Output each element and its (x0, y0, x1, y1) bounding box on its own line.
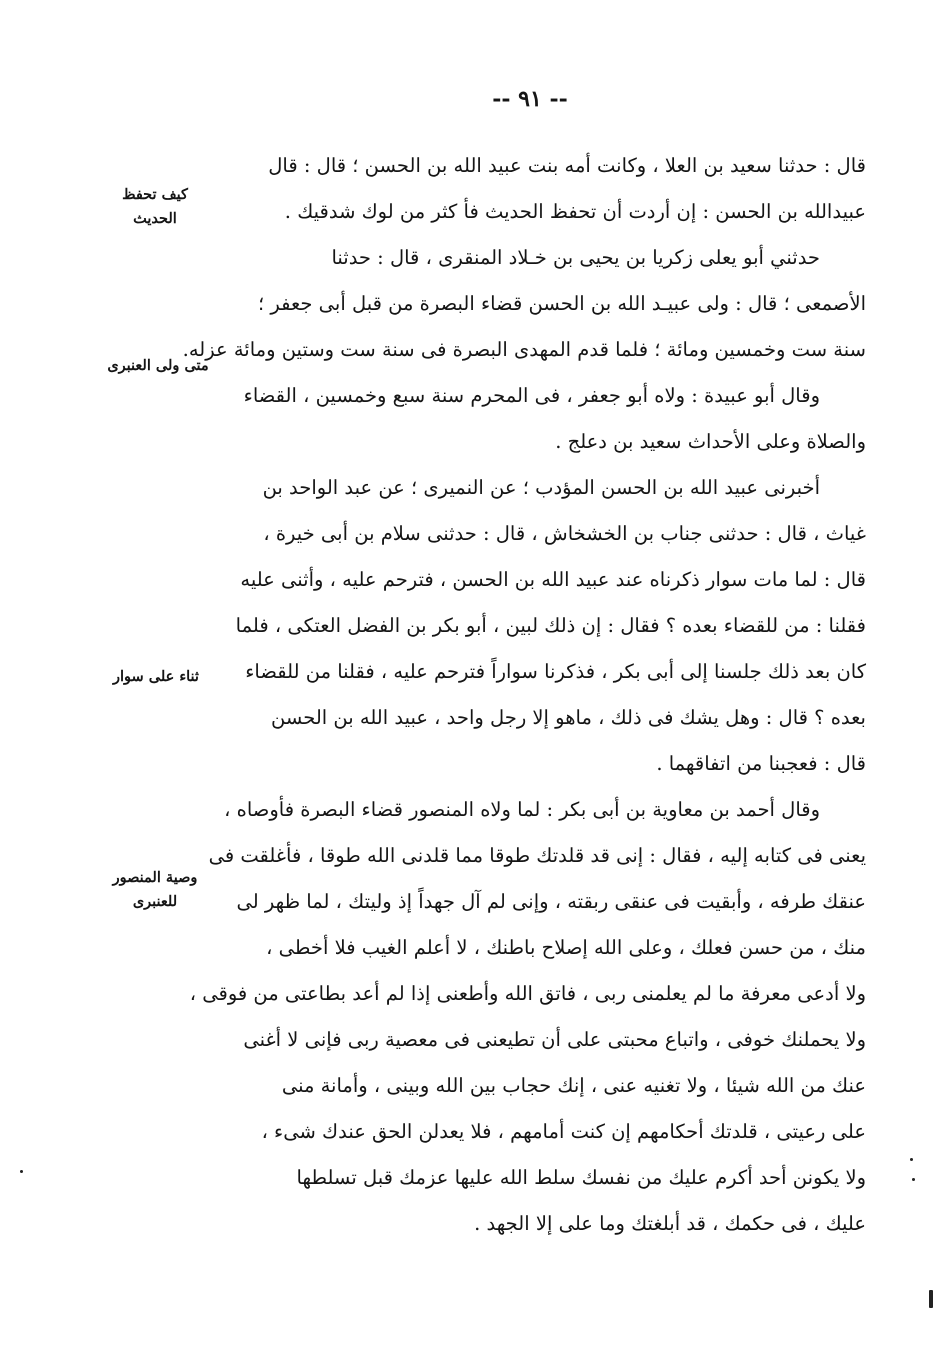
text-line: قال : فعجبنا من اتفاقهما . (656, 752, 866, 775)
text-line: ولا يحملنك خوفى ، واتباع محبتى على أن تطيعنى فى معصية ربى فإنى لا أغنى (243, 1028, 866, 1051)
text-line: ولا أدعى معرفة ما لم يعلمنى ربى ، فاتق الله وأطعنى إذا لم أعد بطاعتى من فوقى ، (189, 982, 866, 1005)
page-edge-mark (929, 1290, 933, 1308)
text-line: سنة ست وخمسين ومائة ؛ فلما قدم المهدى البصرة فى سنة ست وستين ومائة عزله. (182, 338, 866, 361)
text-line: كان بعد ذلك جلسنا إلى أبى بكر ، فذكرنا سواراً فترحم عليه ، فقلنا من للقضاء (245, 660, 866, 683)
text-line: الأصمعى ؛ قال : ولى عبيـد الله بن الحسن قضاء البصرة من قبل أبى جعفر ؛ (257, 292, 866, 315)
text-line: يعنى فى كتابه إليه ، فقال : إنى قد قلدتك طوقا مما قلدنى الله طوقا ، فأغلقت فى (208, 844, 866, 867)
ink-speck (20, 1170, 23, 1173)
text-line: وقال أبو عبيدة : ولاه أبو جعفر ، فى المحرم سنة سبع وخمسين ، القضاء (243, 384, 820, 407)
margin-note-appointment: متى ولى العنبرى (107, 357, 209, 374)
main-text-block (182, 143, 866, 1247)
margin-note-praise: ثناء على سوار (113, 668, 199, 685)
text-line: ولا يكونن أحد أكرم عليك من نفسك سلط الله عليها عزمك قبل تسلطها (296, 1166, 866, 1189)
text-line: قال : حدثنا سعيد بن العلا ، وكانت أمه بنت عبيد الله بن الحسن ؛ قال : قال (268, 154, 866, 177)
text-line: منك ، من حسن فعلك ، وعلى الله إصلاح باطنك ، لا أعلم الغيب فلا أخطى ، (266, 936, 866, 959)
ink-speck (912, 1178, 915, 1181)
text-line: غياث ، قال : حدثنى جناب بن الخشخاش ، قال : حدثنى سلام بن أبى خيرة ، (263, 522, 866, 545)
text-line: أخبرنى عبيد الله بن الحسن المؤدب ؛ عن النميرى ؛ عن عبد الواحد بن (262, 476, 820, 499)
text-line: عنك من الله شيئا ، ولا تغنيه عنى ، إنك حجاب بين الله وبينى ، وأمانة منى (281, 1074, 866, 1097)
text-line: حدثني أبو يعلى زكريا بن يحيى بن خـلاد المنقرى ، قال : حدثنا (331, 246, 820, 269)
text-line: على رعيتى ، قلدتك أحكامهم إن كنت أمامهم ، فلا يعدلن الحق عندك شىء ، (261, 1120, 866, 1143)
margin-note-advice: وصية المنصور للعنبرى (112, 869, 198, 910)
margin-note-hadith: كيف تحفظ الحديث (122, 186, 188, 227)
page-number: -- ٩١ -- (492, 86, 568, 112)
text-line: عبيدالله بن الحسن : إن أردت أن تحفظ الحديث فأ كثر من لوك شدقيك . (284, 200, 866, 223)
text-line: بعده ؟ قال : وهل يشك فى ذلك ، ماهو إلا رجل واحد ، عبيد الله بن الحسن (271, 706, 866, 729)
text-line: عنقك طرفه ، وأبقيت فى عنقى ربقته ، وإنى لم آل جهداً إذ وليتك ، لما ظهر لى (236, 890, 866, 913)
text-line: وقال أحمد بن معاوية بن أبى بكر : لما ولاه المنصور قضاء البصرة فأوصاه ، (224, 798, 820, 821)
text-line: قال : لما مات سوار ذكرناه عند عبيد الله بن الحسن ، فترحم عليه ، وأثنى عليه (240, 568, 866, 591)
ink-speck (910, 1158, 913, 1161)
text-line: عليك ، فى حكمك ، قد أبلغتك وما على إلا الجهد . (474, 1212, 866, 1235)
text-line: والصلاة وعلى الأحداث سعيد بن دعلج . (555, 430, 866, 453)
text-line: فقلنا : من للقضاء بعده ؟ فقال : إن ذلك لبين ، أبو بكر بن الفضل العتكى ، فلما (235, 614, 866, 637)
